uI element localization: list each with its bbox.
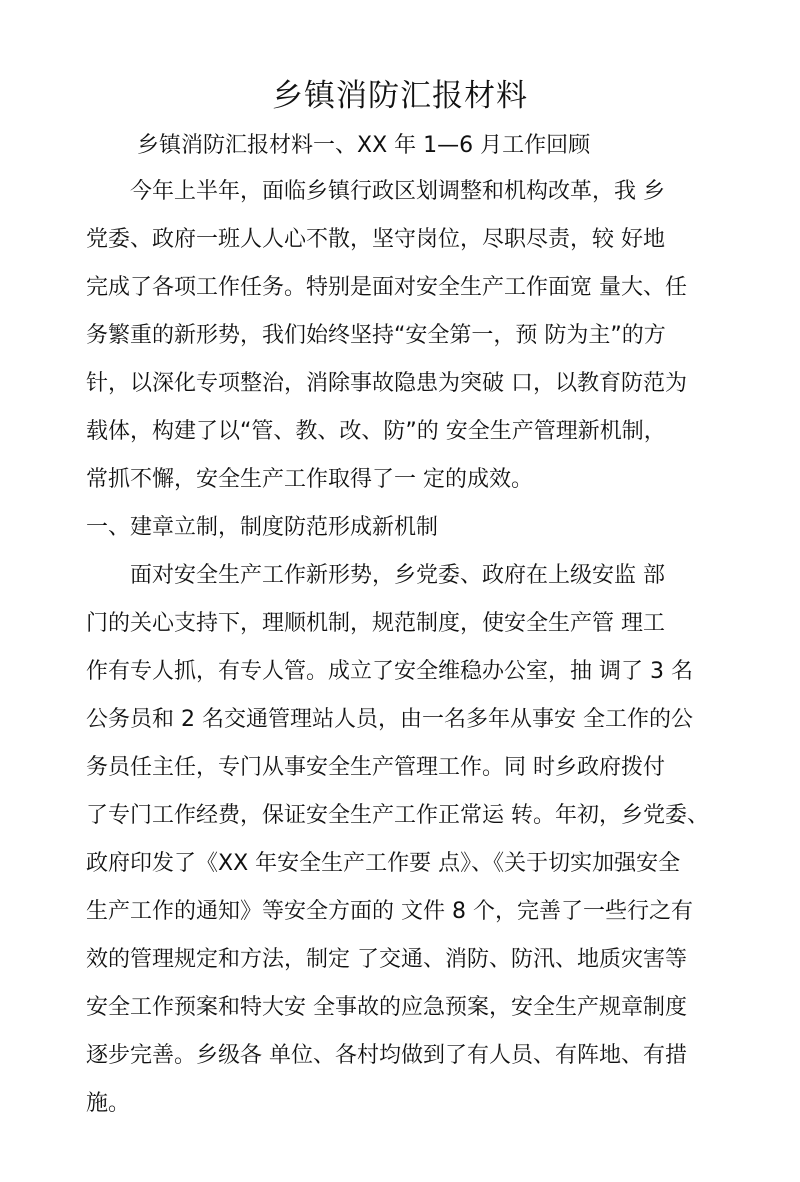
paragraph-line: 务员任主任，专门从事安全生产管理工作。同 时乡政府拨付 [86,755,665,780]
paragraph-line: 作有专人抓，有专人管。成立了安全维稳办公室，抽 调了 3 名 [86,659,693,684]
paragraph-line: 效的管理规定和方法，制定 了交通、消防、防汛、地质灾害等 [86,947,687,972]
paragraph-line: 载体，构建了以“管、教、改、防”的 安全生产管理新机制， [86,419,666,444]
paragraph-line: 面对安全生产工作新形势，乡党委、政府在上级安监 部 [130,563,665,588]
paragraph-line: 针，以深化专项整治，消除事故隐患为突破 口，以教育防范为 [86,371,687,396]
paragraph-line: 公务员和 2 名交通管理站人员，由一名多年从事安 全工作的公 [86,707,693,732]
paragraph-line: 安全工作预案和特大安 全事故的应急预案，安全生产规章制度 [86,995,687,1020]
paragraph-line: 了专门工作经费，保证安全生产工作正常运 转。年初，乡党委、 [86,803,709,828]
paragraph-line: 今年上半年，面临乡镇行政区划调整和机构改革，我 乡 [130,179,665,204]
paragraph-line: 逐步完善。乡级各 单位、各村均做到了有人员、有阵地、有措 [86,1043,687,1068]
paragraph-line: 党委、政府一班人人心不散，坚守岗位，尽职尽责，较 好地 [86,227,665,252]
paragraph-line: 常抓不懈，安全生产工作取得了一 定的成效。 [86,467,533,492]
paragraph-line: 生产工作的通知》等安全方面的 文件 8 个，完善了一些行之有 [86,899,693,924]
document-subtitle: 乡镇消防汇报材料一、XX 年 1—6 月工作回顾 [137,133,591,158]
section-heading: 一、建章立制，制度防范形成新机制 [86,515,439,540]
paragraph-line: 政府印发了《XX 年安全生产工作要 点》、《关于切实加强安全 [86,851,681,876]
paragraph-line: 门的关心支持下，理顺机制，规范制度，使安全生产管 理工 [86,611,665,636]
paragraph-line: 务繁重的新形势，我们始终坚持“安全第一，预 防为主”的方 [86,323,666,348]
document-title: 乡镇消防汇报材料 [272,78,528,114]
paragraph-line: 施。 [86,1091,131,1116]
paragraph-line: 完成了各项工作任务。特别是面对安全生产工作面宽 量大、任 [86,275,687,300]
